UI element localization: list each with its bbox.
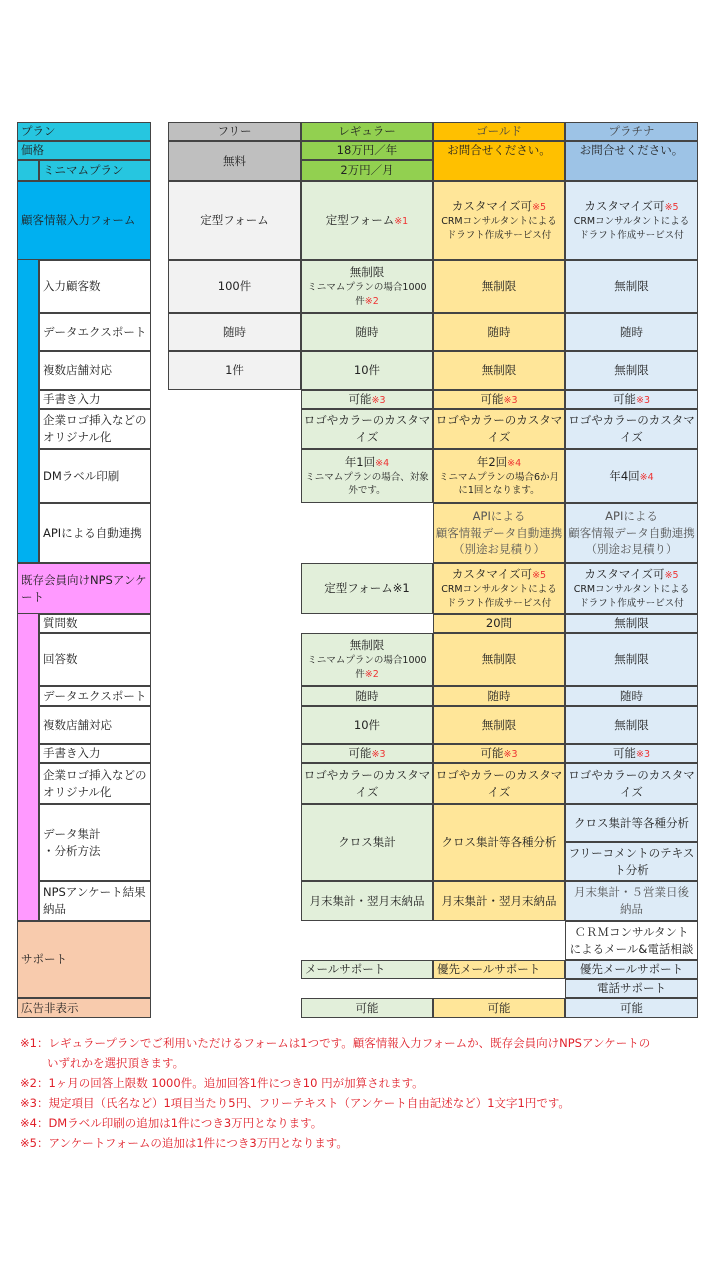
platinum-logo: ロゴやカラーのカスタマ イズ bbox=[565, 409, 698, 449]
gold-analysis: クロス集計等各種分析 bbox=[433, 804, 565, 881]
footnote-4: ※4：DMラベル印刷の追加は1件につき3万円となります。 bbox=[20, 1116, 323, 1130]
gold-api: APIによる 顧客情報データ自動連携 （別途お見積り） bbox=[433, 503, 565, 563]
section-bar-customer-form bbox=[17, 260, 39, 563]
platinum-nps-result: 月末集計・５営業日後 納品 bbox=[565, 881, 698, 921]
regular-analysis: クロス集計 bbox=[301, 804, 433, 881]
row-label-dm-label: DMラベル印刷 bbox=[39, 449, 151, 503]
platinum-dm-label: 年4回※4 bbox=[565, 449, 698, 503]
platinum-crm-support: ＣＲＭコンサルタント によるメール&電話相談 bbox=[565, 921, 698, 960]
plan-header-platinum: プラチナ bbox=[565, 122, 698, 141]
row-label-price: 価格 bbox=[17, 141, 151, 160]
gold-handwriting: 可能※3 bbox=[433, 390, 565, 409]
row-label-logo: 企業ロゴ挿入などの オリジナル化 bbox=[39, 409, 151, 449]
row-label-questions: 質問数 bbox=[39, 614, 151, 633]
row-label-handwriting-2: 手書き入力 bbox=[39, 744, 151, 763]
regular-multi-store-2: 10件 bbox=[301, 706, 433, 744]
regular-handwriting: 可能※3 bbox=[301, 390, 433, 409]
regular-mail-support: メールサポート bbox=[301, 960, 433, 979]
row-label-no-ads: 広告非表示 bbox=[17, 998, 151, 1018]
row-label-minimum: ミニマムプラン bbox=[39, 160, 151, 181]
row-label-input-customers: 入力顧客数 bbox=[39, 260, 151, 313]
platinum-api: APIによる 顧客情報データ自動連携 （別途お見積り） bbox=[565, 503, 698, 563]
platinum-price: お問合せください。 bbox=[565, 141, 698, 181]
regular-nps-form: 定型フォーム※1 bbox=[301, 563, 433, 614]
gold-multi-store: 無制限 bbox=[433, 351, 565, 390]
platinum-handwriting-2: 可能※3 bbox=[565, 744, 698, 763]
free-data-export: 随時 bbox=[168, 313, 301, 351]
row-label-logo-2: 企業ロゴ挿入などの オリジナル化 bbox=[39, 763, 151, 804]
plan-header-regular: レギュラー bbox=[301, 122, 433, 141]
platinum-input-customers: 無制限 bbox=[565, 260, 698, 313]
gold-input-customers: 無制限 bbox=[433, 260, 565, 313]
platinum-answers: 無制限 bbox=[565, 633, 698, 686]
free-input-customers: 100件 bbox=[168, 260, 301, 313]
regular-dm-label: 年1回※4 ミニマムプランの場合、対象 外です。 bbox=[301, 449, 433, 503]
gold-multi-store-2: 無制限 bbox=[433, 706, 565, 744]
footnote-1: ※1：レギュラープランでご利用いただけるフォームは1つです。顧客情報入力フォームか、既存会員向けNPSアンケートの bbox=[20, 1036, 651, 1050]
regular-answers: 無制限 ミニマムプランの場合1000 件※2 bbox=[301, 633, 433, 686]
section-bar-nps bbox=[17, 614, 39, 921]
gold-price: お問合せください。 bbox=[433, 141, 565, 181]
gold-handwriting-2: 可能※3 bbox=[433, 744, 565, 763]
row-label-data-export: データエクスポート bbox=[39, 313, 151, 351]
platinum-multi-store-2: 無制限 bbox=[565, 706, 698, 744]
platinum-questions: 無制限 bbox=[565, 614, 698, 633]
regular-multi-store: 10件 bbox=[301, 351, 433, 390]
free-multi-store: 1件 bbox=[168, 351, 301, 390]
row-label-analysis: データ集計 ・分析方法 bbox=[39, 804, 151, 881]
row-label-multi-store-2: 複数店舗対応 bbox=[39, 706, 151, 744]
row-label-nps-result: NPSアンケート結果 納品 bbox=[39, 881, 151, 921]
regular-logo: ロゴやカラーのカスタマ イズ bbox=[301, 409, 433, 449]
gold-data-export: 随時 bbox=[433, 313, 565, 351]
platinum-multi-store: 無制限 bbox=[565, 351, 698, 390]
row-label-customer-form: 顧客情報入力フォーム bbox=[17, 181, 151, 260]
plan-header-gold: ゴールド bbox=[433, 122, 565, 141]
gold-logo-2: ロゴやカラーのカスタマ イズ bbox=[433, 763, 565, 804]
platinum-priority-mail-support: 優先メールサポート bbox=[565, 960, 698, 979]
regular-price-year: 18万円／年 bbox=[301, 141, 433, 160]
platinum-logo-2: ロゴやカラーのカスタマ イズ bbox=[565, 763, 698, 804]
gold-priority-mail-support: 優先メールサポート bbox=[433, 960, 565, 979]
platinum-customer-form: カスタマイズ可※5 CRMコンサルタントによる ドラフト作成サービス付 bbox=[565, 181, 698, 260]
plan-header-free: フリー bbox=[168, 122, 301, 141]
regular-data-export-2: 随時 bbox=[301, 686, 433, 706]
row-label-api: APIによる自動連携 bbox=[39, 503, 151, 563]
regular-customer-form: 定型フォーム※1 bbox=[301, 181, 433, 260]
regular-nps-result: 月末集計・翌月末納品 bbox=[301, 881, 433, 921]
gold-dm-label: 年2回※4 ミニマムプランの場合6か月に1回となります。 bbox=[433, 449, 565, 503]
platinum-phone-support: 電話サポート bbox=[565, 979, 698, 998]
footnote-3: ※3：規定項目（氏名など）1項目当たり5円、フリーテキスト（アンケート自由記述など）1文字1円です。 bbox=[20, 1096, 570, 1110]
row-label-support: サポート bbox=[17, 921, 151, 998]
gold-data-export-2: 随時 bbox=[433, 686, 565, 706]
regular-no-ads: 可能 bbox=[301, 998, 433, 1018]
platinum-handwriting: 可能※3 bbox=[565, 390, 698, 409]
footnote-1-cont: いずれかを選択頂きます。 bbox=[47, 1056, 185, 1070]
footnotes bbox=[20, 1033, 710, 1153]
gold-logo: ロゴやカラーのカスタマ イズ bbox=[433, 409, 565, 449]
regular-input-customers: 無制限 ミニマムプランの場合1000 件※2 bbox=[301, 260, 433, 313]
row-label-multi-store: 複数店舗対応 bbox=[39, 351, 151, 390]
row-label-answers: 回答数 bbox=[39, 633, 151, 686]
platinum-data-export-2: 随時 bbox=[565, 686, 698, 706]
regular-price-month: 2万円／月 bbox=[301, 160, 433, 181]
gold-customer-form: カスタマイズ可※5 CRMコンサルタントによる ドラフト作成サービス付 bbox=[433, 181, 565, 260]
row-indent bbox=[17, 160, 39, 181]
row-label-nps: 既存会員向けNPSアンケ ート bbox=[17, 563, 151, 614]
regular-handwriting-2: 可能※3 bbox=[301, 744, 433, 763]
regular-data-export: 随時 bbox=[301, 313, 433, 351]
row-label-data-export-2: データエクスポート bbox=[39, 686, 151, 706]
row-label-handwriting: 手書き入力 bbox=[39, 390, 151, 409]
gold-no-ads: 可能 bbox=[433, 998, 565, 1018]
free-price: 無料 bbox=[168, 141, 301, 181]
footnote-5: ※5：アンケートフォームの追加は1件につき3万円となります。 bbox=[20, 1136, 348, 1150]
free-customer-form: 定型フォーム bbox=[168, 181, 301, 260]
platinum-analysis-cross: クロス集計等各種分析 bbox=[565, 804, 698, 842]
gold-nps-result: 月末集計・翌月末納品 bbox=[433, 881, 565, 921]
platinum-data-export: 随時 bbox=[565, 313, 698, 351]
gold-answers: 無制限 bbox=[433, 633, 565, 686]
gold-nps-form: カスタマイズ可※5 CRMコンサルタントによる ドラフト作成サービス付 bbox=[433, 563, 565, 614]
footnote-2: ※2：1ヶ月の回答上限数 1000件。追加回答1件につき10 円が加算されます。 bbox=[20, 1076, 424, 1090]
row-label-plan: プラン bbox=[17, 122, 151, 141]
regular-logo-2: ロゴやカラーのカスタマ イズ bbox=[301, 763, 433, 804]
platinum-nps-form: カスタマイズ可※5 CRMコンサルタントによる ドラフト作成サービス付 bbox=[565, 563, 698, 614]
platinum-no-ads: 可能 bbox=[565, 998, 698, 1018]
platinum-analysis-free-comment: フリーコメントのテキス ト分析 bbox=[565, 842, 698, 881]
gold-questions: 20問 bbox=[433, 614, 565, 633]
